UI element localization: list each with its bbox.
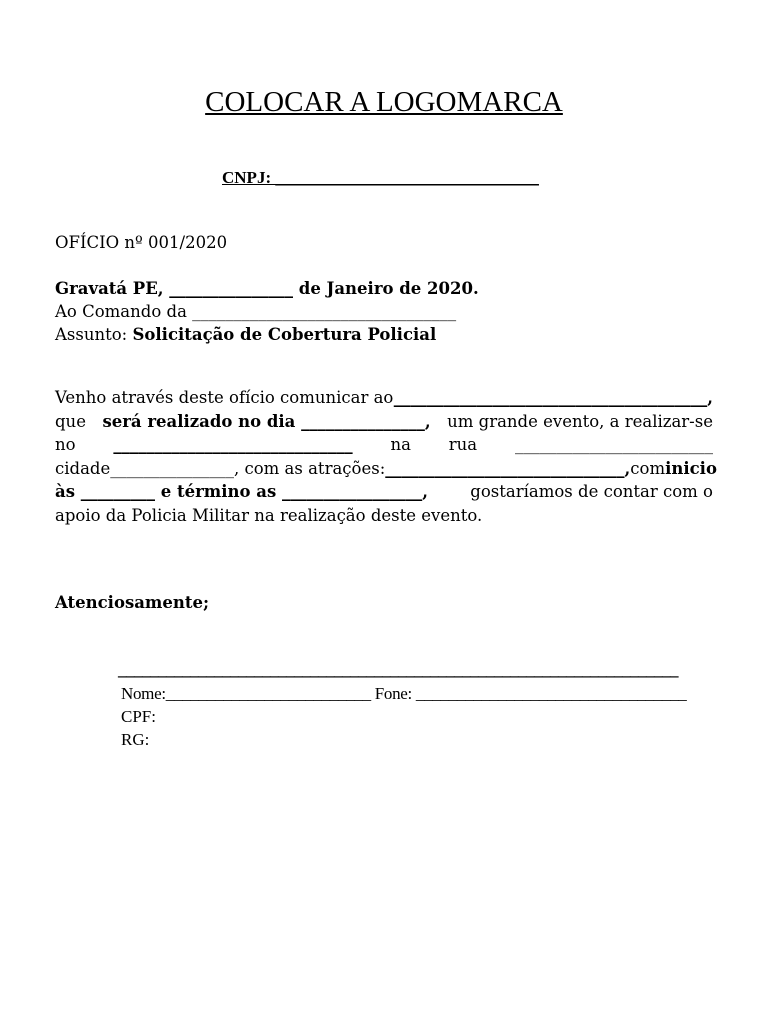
rg-line: RG: [121,730,150,749]
oficio-number: OFÍCIO nº 001/2020 [55,233,228,252]
body-paragraph [55,386,717,527]
date-line: Gravatá PE, _______________ de Janeiro de 2020. [55,279,479,298]
para-text: às _________ e término as _________________, [55,482,428,501]
para-text: ______________________________________, [393,388,713,407]
cpf-line: CPF: [121,707,156,726]
para-text: _____________________________, [385,458,631,478]
para-text: com [630,458,666,478]
cnpj-line: CNPJ: _______________________________ [222,168,539,187]
para-text: gostaríamos de contar com o [470,482,713,501]
page-title: COLOCAR A LOGOMARCA [205,86,563,118]
para-text: que [55,411,86,431]
assunto-value: Solicitação de Cobertura Policial [132,325,437,344]
para-text: Venho através deste ofício comunicar ao [55,388,394,407]
para-text: ________________________ [514,435,713,454]
para-text: cidade_______________, com as atrações: [55,458,386,478]
assunto-line [55,325,436,344]
para-text: no [55,435,76,454]
nome-fone-line: Nome:_________________________ Fone: _________________________________ [121,684,687,703]
signature-line: ______________________________________________________________________ [118,660,678,679]
assunto-label: Assunto: [55,325,128,344]
para-text: rua [448,435,478,454]
para-text: na [390,435,411,454]
para-text: apoio da Policia Militar na realização deste evento. [55,505,483,525]
para-text: será realizado no dia _______________, [102,411,431,431]
comando-line: Ao Comando da ________________________________ [55,302,457,321]
para-text: _____________________________ [113,435,353,454]
para-text: um grande evento, a realizar-se [447,411,713,431]
closing: Atenciosamente; [55,593,210,612]
para-text: inicio [665,458,717,478]
